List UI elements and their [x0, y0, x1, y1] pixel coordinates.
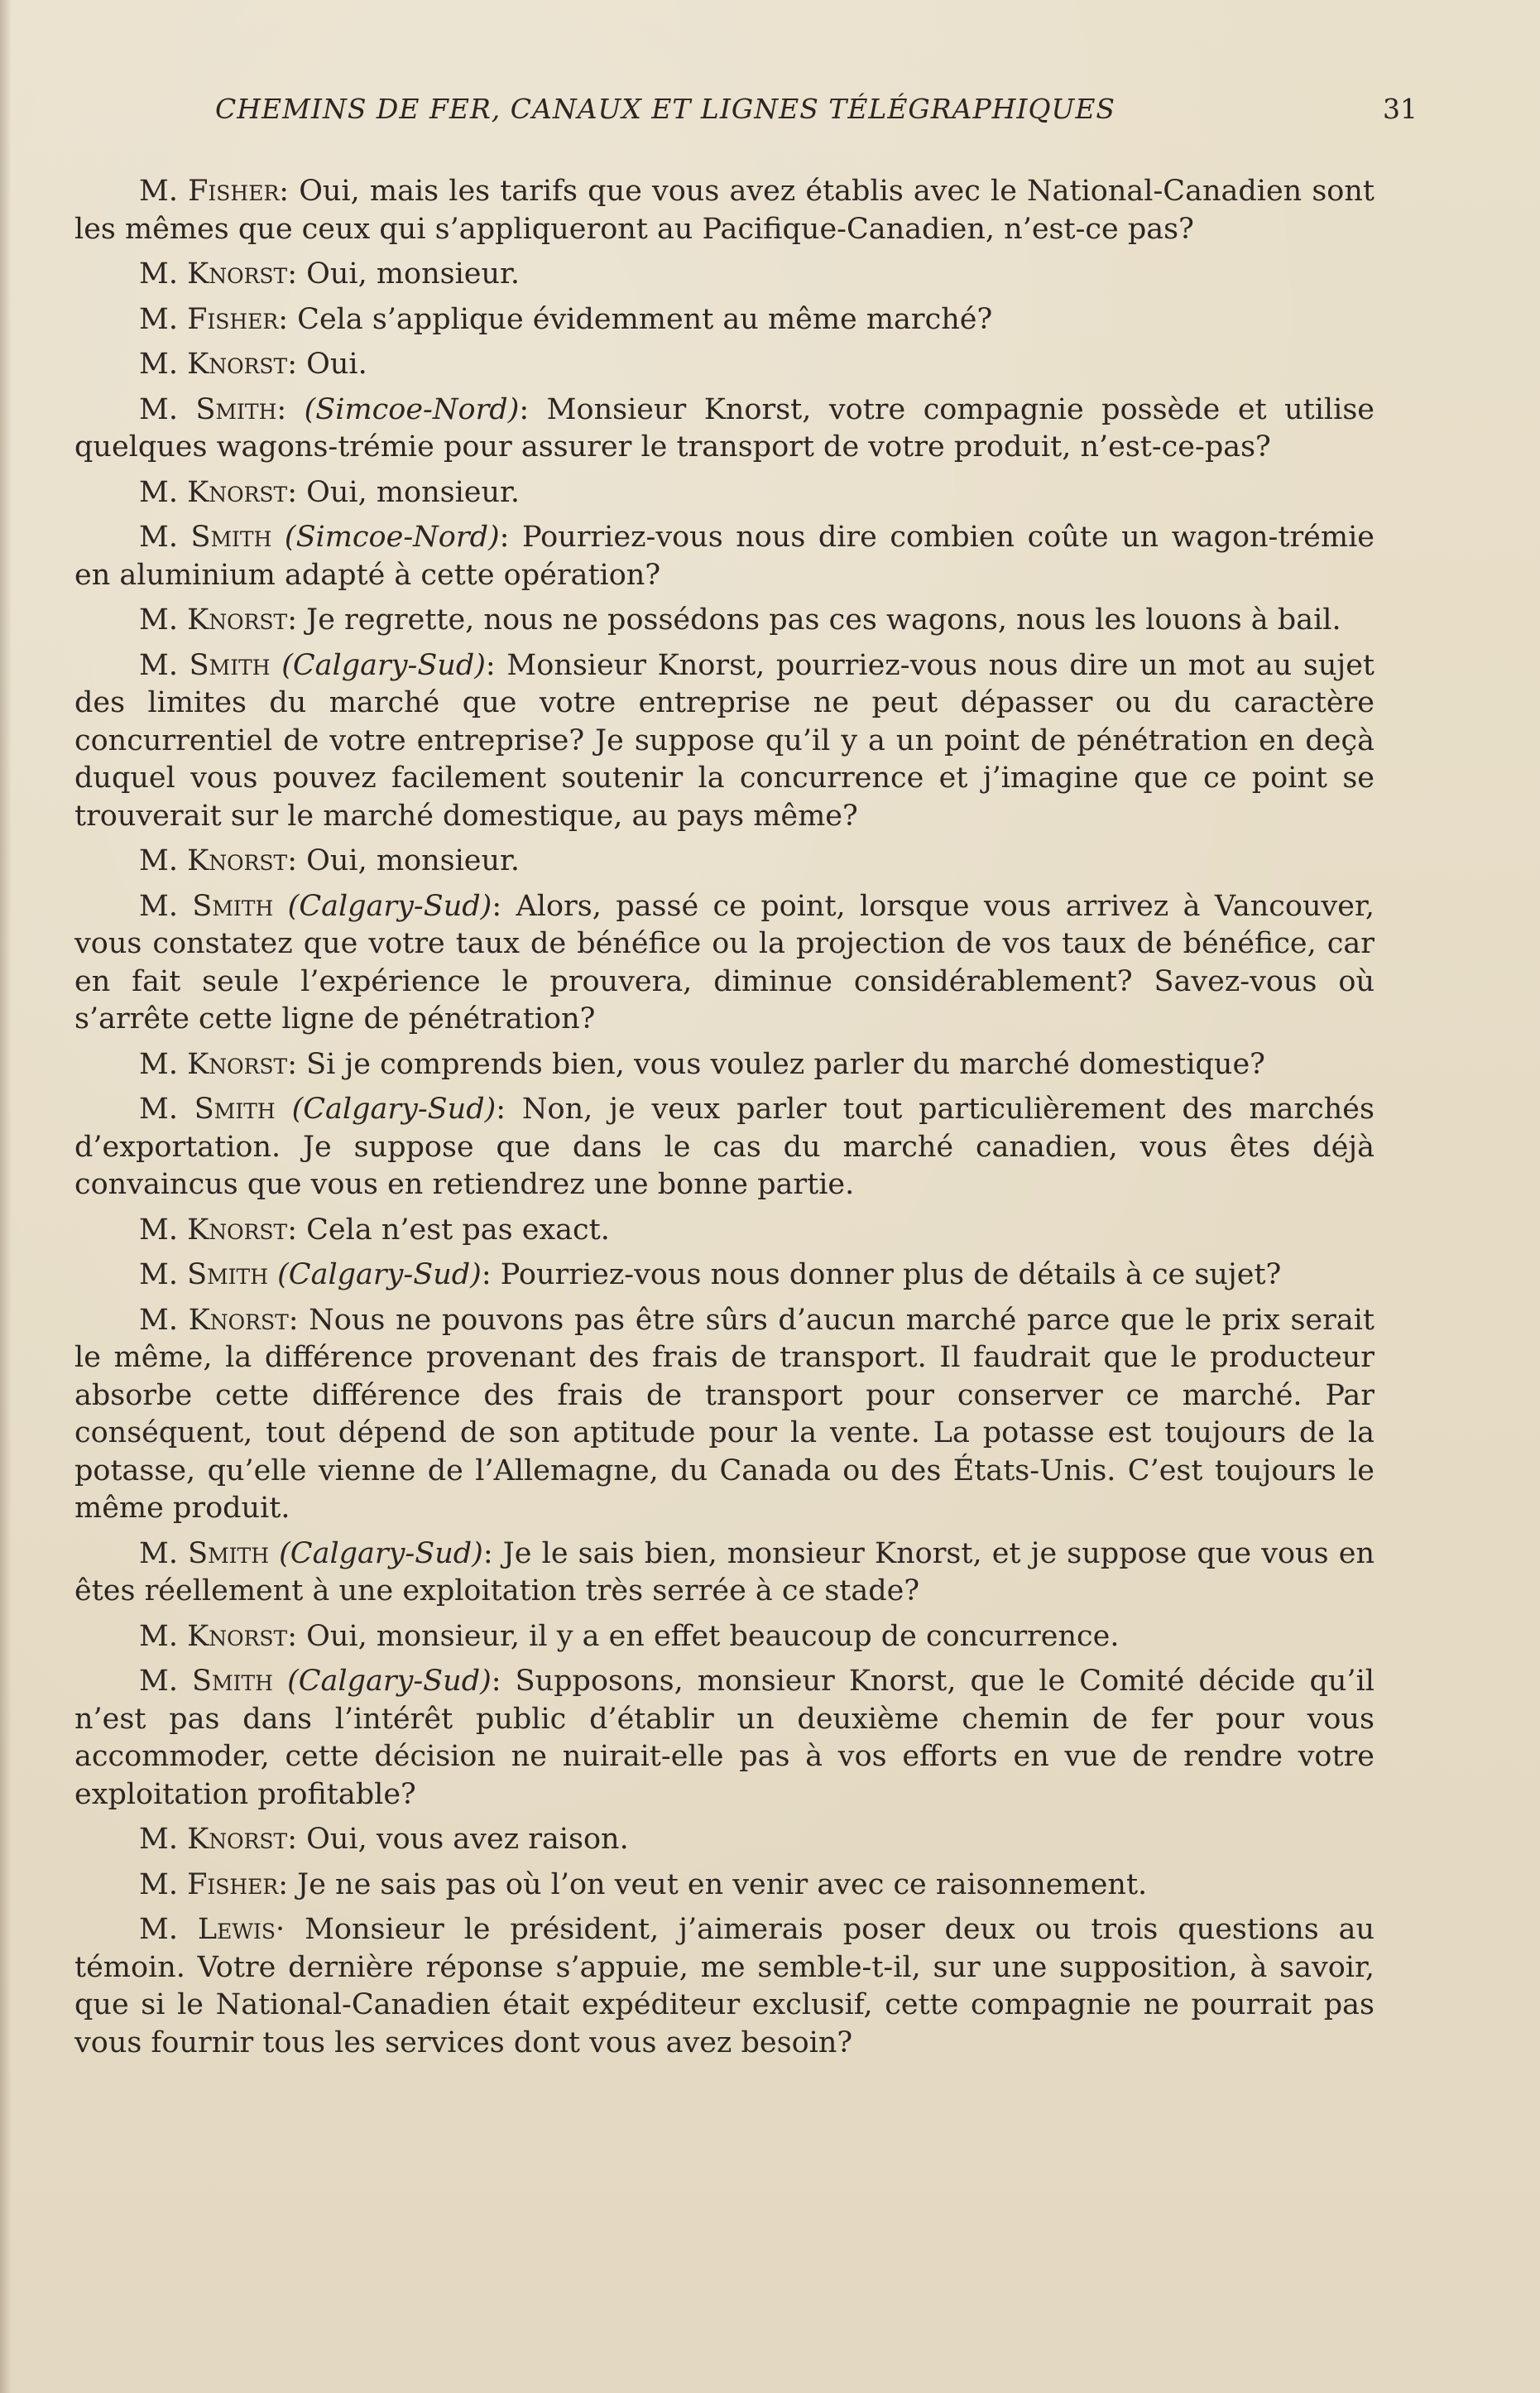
paragraph-text: Pourriez-vous nous donner plus de détails à ce sujet? [491, 1258, 1282, 1291]
riding-name: (Calgary-Sud) [273, 889, 492, 923]
riding-name: (Simcoe-Nord) [271, 521, 500, 554]
speaker-name: M. Lewis· [139, 1913, 285, 1946]
transcript-paragraph [74, 301, 1374, 339]
page-spine-shadow [0, 0, 12, 2393]
transcript-paragraph [74, 474, 1374, 512]
paragraph-text: Pourriez-vous nous dire combien coûte un wagon-trémie en aluminium adapté à cette opération? [74, 521, 1374, 592]
riding-name: (Calgary-Sud) [275, 1093, 497, 1126]
paragraph-text: Nous ne pouvons pas être sûrs d’aucun marché parce que le prix serait le même, la différence provenant des frais de transport. Il faudrait que le producteur absorbe cette différence des frais de transport pour conserver ce marché. Par conséquent, tout dépend de son aptitude pour la vente. La potasse est toujours de la potasse, qu’elle vienne de l’Allemagne, du Canada ou des États-Unis. C’est toujours le même produit. [74, 1303, 1374, 1525]
speaker-name: M. Knorst: [139, 475, 298, 509]
speaker-name: M. Smith [139, 889, 274, 923]
speaker-name: M. Knorst: [139, 1619, 298, 1653]
transcript-paragraph [74, 888, 1374, 1039]
paragraph-text: Je le sais bien, monsieur Knorst, et je suppose que vous en êtes réellement à une exploitation très serrée à ce stade? [74, 1536, 1374, 1607]
speaker-name: M. Fisher: [139, 1867, 289, 1901]
speaker-colon: : [481, 1258, 492, 1291]
paragraph-text: Monsieur Knorst, votre compagnie possède et utilise quelques wagons-trémie pour assurer le transport de votre produit, n’est-ce-pas? [74, 392, 1374, 464]
speaker-name: M. Knorst: [139, 844, 298, 877]
transcript-paragraph [74, 1867, 1374, 1905]
speaker-name: M. Knorst: [139, 1303, 299, 1337]
speaker-name: M. Knorst: [139, 1823, 298, 1856]
paragraph-text: Oui, mais les tarifs que vous avez établis avec le National-Canadien sont les mêmes que ceux qui s’appliqueront au Pacifique-Canadien, n’est-ce pas? [74, 175, 1374, 246]
speaker-colon: : [499, 521, 510, 554]
paragraph-text: Cela s’applique évidemment au même marché? [288, 302, 993, 336]
paragraph-text: Monsieur le président, j’aimerais poser deux ou trois questions au témoin. Votre dernière réponse s’appuie, me semble-t-il, sur une supposition, à savoir, que si le National-Canadien était expéditeur exclusif, cette compagnie ne pourrait pas vous fournir tous les services dont vous avez besoin? [74, 1913, 1375, 2059]
paragraph-text: Non, je veux parler tout particulièrement des marchés d’exportation. Je suppose que dans le cas du marché canadien, vous êtes déjà convaincus que vous en retiendrez une bonne partie. [74, 1093, 1374, 1201]
paragraph-text: Oui, vous avez raison. [297, 1823, 629, 1856]
paragraph-text: Si je comprends bien, vous voulez parler du marché domestique? [297, 1047, 1265, 1081]
riding-name: (Calgary-Sud) [272, 1665, 492, 1698]
transcript-paragraph [74, 519, 1374, 594]
speaker-name: M. Smith [139, 1665, 273, 1698]
riding-name: (Calgary-Sud) [269, 1536, 483, 1570]
paragraph-text: Cela n’est pas exact. [297, 1213, 610, 1247]
paragraph-text: Oui. [297, 348, 367, 381]
speaker-name: M. Smith [139, 1093, 276, 1126]
paragraph-text: Oui, monsieur. [297, 844, 521, 877]
paragraph-text: Je ne sais pas où l’on veut en venir avec ce raisonnement. [288, 1867, 1148, 1901]
paragraph-text: Je regrette, nous ne possédons pas ces wagons, nous les louons à bail. [297, 603, 1341, 637]
transcript-paragraph [74, 647, 1374, 836]
transcript-paragraph [74, 1091, 1374, 1204]
transcript-paragraph [74, 1618, 1374, 1656]
speaker-name: M. Knorst: [139, 1047, 298, 1081]
transcript-paragraph [74, 602, 1374, 640]
speaker-name: M. Knorst: [139, 1213, 298, 1247]
transcript-paragraph [74, 1911, 1374, 2062]
speaker-colon: : [496, 1093, 506, 1126]
transcript-paragraph [74, 1212, 1374, 1250]
paragraph-text: Oui, monsieur. [297, 257, 521, 291]
page-number: 31 [1383, 93, 1418, 125]
speaker-name: M. Smith [139, 521, 272, 554]
paragraph-text: Monsieur Knorst, pourriez-vous nous dire un mot au sujet des limites du marché que votre entreprise ne peut dépasser ou du caractère concurrentiel de votre entreprise? Je suppose qu’il y a un point de pénétration en deçà duquel vous pouvez facilement soutenir la concurrence et j’imagine que ce point se trouverait sur le marché domestique, au pays même? [74, 648, 1374, 833]
paragraph-text: Alors, passé ce point, lorsque vous arrivez à Vancouver, vous constatez que votre taux de bénéfice ou la projection de vos taux de bénéfice, car en fait seule l’expérience le prouvera, diminue considérablement? Savez-vous où s’arrête cette ligne de pénétration? [74, 889, 1375, 1036]
speaker-colon: : [482, 1536, 493, 1570]
page-header [74, 93, 1418, 125]
speaker-colon: : [485, 648, 496, 682]
speaker-colon: : [492, 889, 502, 923]
transcript-paragraph [74, 843, 1374, 881]
paragraph-text: Supposons, monsieur Knorst, que le Comité décide qu’il n’est pas dans l’intérêt public d’établir un deuxième chemin de fer pour vous accommoder, cette décision ne nuirait-elle pas à vos efforts en vue de rendre votre exploitation profitable? [74, 1665, 1374, 1811]
speaker-name: M. Smith [139, 648, 271, 682]
transcript-paragraph [74, 1663, 1374, 1814]
riding-name: (Calgary-Sud) [268, 1258, 482, 1291]
speaker-name: M. Knorst: [139, 348, 298, 381]
transcript-body [74, 173, 1374, 2062]
speaker-name: M. Smith [139, 1536, 270, 1570]
transcript-paragraph [74, 173, 1374, 248]
transcript-paragraph [74, 1821, 1374, 1859]
running-title: CHEMINS DE FER, CANAUX ET LIGNES TÉLÉGRAPHIQUES [215, 93, 1116, 125]
transcript-paragraph [74, 1535, 1374, 1611]
riding-name: (Calgary-Sud) [270, 648, 486, 682]
speaker-name: M. Knorst: [139, 603, 298, 637]
transcript-paragraph [74, 346, 1374, 384]
speaker-colon: : [519, 392, 530, 426]
speaker-name: M. Smith [139, 1258, 269, 1291]
paragraph-text: Oui, monsieur. [297, 475, 521, 509]
riding-name: (Simcoe-Nord) [286, 392, 520, 426]
speaker-name: M. Knorst: [139, 257, 298, 291]
speaker-name: M. Fisher: [139, 175, 290, 208]
speaker-name: M. Smith: [139, 392, 287, 426]
paragraph-text: Oui, monsieur, il y a en effet beaucoup de concurrence. [297, 1619, 1120, 1653]
transcript-paragraph [74, 1046, 1374, 1084]
transcript-paragraph [74, 1257, 1374, 1295]
transcript-paragraph [74, 256, 1374, 294]
speaker-colon: : [491, 1665, 501, 1698]
transcript-paragraph [74, 1302, 1374, 1528]
transcript-paragraph [74, 392, 1374, 467]
speaker-name: M. Fisher: [139, 302, 289, 336]
